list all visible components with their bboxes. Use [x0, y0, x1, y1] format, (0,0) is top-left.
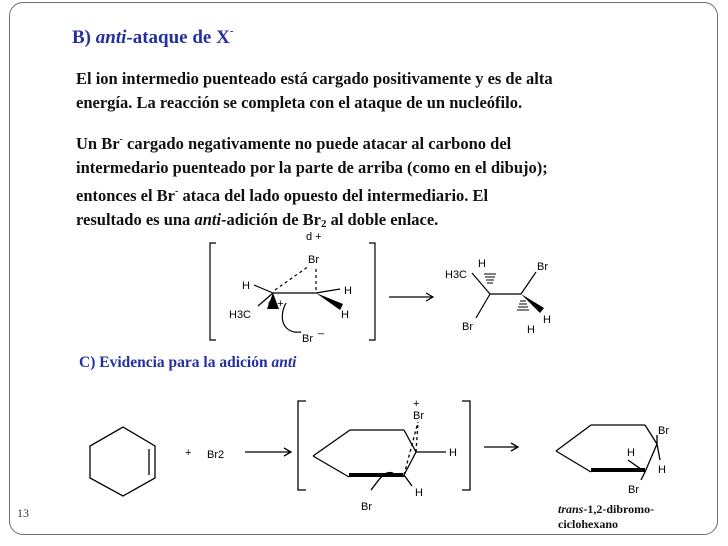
plus-sign: +	[185, 447, 192, 459]
bromine-reagent-label: Br2	[207, 449, 225, 461]
product-br-label: Br	[628, 484, 639, 496]
delta-label-top: d +	[306, 231, 322, 243]
slide-number: 13	[17, 506, 29, 520]
bridging-br-label: Br	[413, 410, 424, 422]
section-title-b: B) anti-ataque de X-	[72, 25, 234, 48]
h-label: H	[527, 324, 535, 336]
methyl-label: H3C	[229, 309, 252, 321]
h-label: H	[344, 285, 352, 297]
bromide-label: Br	[302, 333, 313, 345]
h-label: H	[415, 487, 423, 499]
h-label: H	[543, 314, 551, 326]
product-br-label: Br	[462, 321, 473, 333]
h-label: H	[627, 447, 635, 459]
positive-charge: +	[413, 398, 420, 410]
h-label: H	[478, 258, 486, 270]
delta-label-carbon: d +	[268, 298, 284, 310]
product-methyl-label: H3C	[445, 269, 468, 281]
h-label: H	[449, 447, 457, 459]
negative-charge: _	[318, 323, 325, 335]
h-label: H	[242, 280, 250, 292]
paragraph-anti-attack: Un Br- cargado negativamente no puede atacar al carbono del intermedario puenteado por la parte de arriba (como en el dibujo); entonces el Br- ataca del lado opuesto del intermediario. El resultado es una anti-adición de Br2 al doble enlace.	[76, 134, 548, 230]
product-br-label: Br	[658, 425, 669, 437]
paragraph-intermediate: El ion intermedio puenteado está cargado positivamente y es de alta energía. La reacción se completa con el ataque de un nucleófilo.	[76, 69, 553, 112]
product-name-caption: trans-1,2-dibromo- ciclohexano	[558, 502, 655, 531]
bromide-label: Br	[361, 501, 372, 513]
h-label: H	[658, 464, 666, 476]
product-br-label: Br	[537, 261, 548, 273]
section-title-c: C) Evidencia para la adición anti	[79, 354, 297, 371]
h-label: H	[341, 309, 349, 321]
bridging-br-label: Br	[308, 254, 319, 266]
